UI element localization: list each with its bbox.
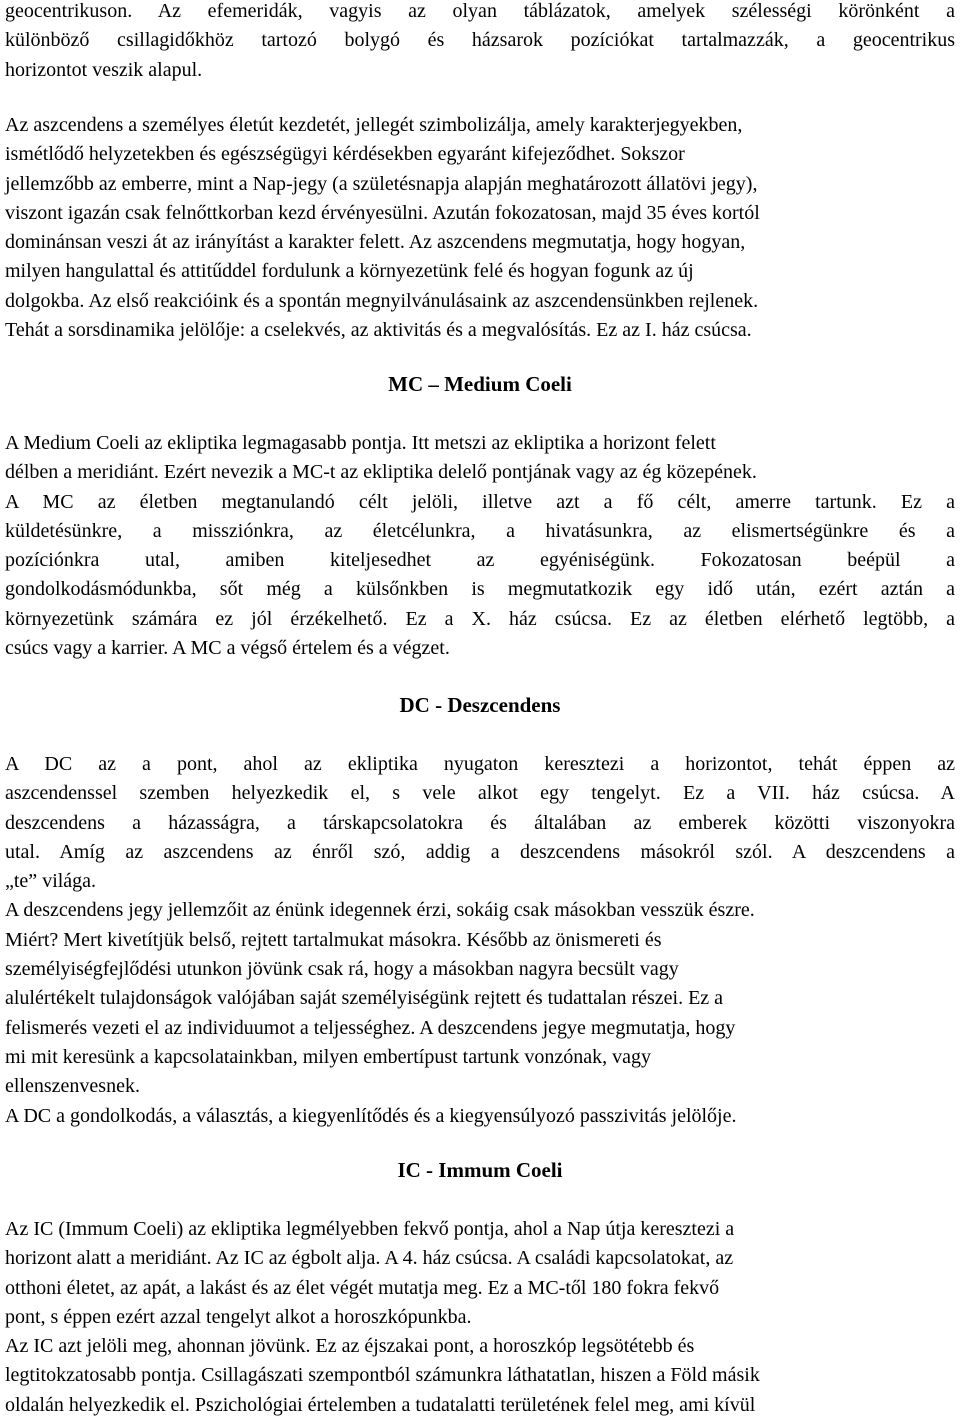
paragraph-line: legtitokzatosabb pontja. Csillagászati szempontból számunkra láthatatlan, hiszen a Föld másik bbox=[5, 1364, 760, 1387]
section-heading-dc: DC - Deszcendens bbox=[399, 693, 561, 717]
paragraph-line: személyiségfejlődési utunkon jövünk csak rá, hogy a másokban nagyra becsült vagy bbox=[5, 958, 679, 981]
paragraph-line: Az IC azt jelöli meg, ahonnan jövünk. Ez az éjszakai pont, a horoszkóp legsötétebb és bbox=[5, 1335, 695, 1358]
paragraph-line: viszont igazán csak felnőttkorban kezd érvényesülni. Azután fokozatosan, majd 35 éves kortól bbox=[5, 201, 760, 224]
paragraph-line: Az aszcendens a személyes életút kezdetét, jellegét szimbolizálja, amely karakterjegyekben, bbox=[5, 114, 743, 136]
ascendens-paragraph bbox=[5, 111, 955, 345]
paragraph-line: küldetésünkre, a missziónkra, az életcélunkra, a hivatásunkra, az elismertségünkre és a bbox=[5, 519, 955, 542]
paragraph-line: A DC az a pont, ahol az ekliptika nyugaton keresztezi a horizontot, tehát éppen az bbox=[5, 753, 955, 775]
paragraph-line: utal. Amíg az aszcendens az énről szó, addig a deszcendens másokról szól. A deszcendens a bbox=[5, 840, 955, 863]
paragraph-line: horizontot veszik alapul. bbox=[5, 58, 203, 81]
paragraph-line: geocentrikuson. Az efemeridák, vagyis az olyan táblázatok, amelyek szélességi körönként a bbox=[5, 0, 955, 22]
paragraph-line: alulértékelt tulajdonságok valójában saját személyiségünk rejtett és tudattalan részei. Ez a bbox=[5, 987, 724, 1010]
paragraph-line: különböző csillagidőkhöz tartozó bolygó és házsarok pozíciókat tartalmazzák, a geocentrikus bbox=[5, 29, 955, 52]
intro-paragraph bbox=[5, 0, 955, 85]
paragraph-line: A DC a gondolkodás, a választás, a kiegyenlítődés és a kiegyensúlyozó passzivitás jelölője. bbox=[5, 1104, 737, 1127]
paragraph-line: oldalán helyezkedik el. Pszichológiai értelemben a tudatalatti területének felel meg, ami kívül bbox=[5, 1393, 756, 1416]
paragraph-line: pozíciónkra utal, amiben kiteljesedhet az egyéniségünk. Fokozatosan beépül a bbox=[5, 549, 955, 572]
paragraph-line: délben a meridiánt. Ezért nevezik a MC-t az ekliptika delelő pontjának vagy az ég közepének. bbox=[5, 461, 757, 484]
paragraph-line: Tehát a sorsdinamika jelölője: a cselekvés, az aktivitás és a megvalósítás. Ez az I. ház csúcsa. bbox=[5, 319, 752, 342]
paragraph-line: ellenszenvesnek. bbox=[5, 1075, 140, 1098]
ic-paragraph bbox=[5, 1215, 955, 1416]
paragraph-line: milyen hangulattal és attitűddel fordulunk a környezetünk felé és hogyan fogunk az új bbox=[5, 260, 694, 283]
paragraph-line: dominánsan veszi át az irányítást a karakter felett. Az aszcendens megmutatja, hogy hogyan, bbox=[5, 231, 746, 254]
paragraph-line: A deszcendens jegy jellemzőit az énünk idegennek érzi, sokáig csak másokban vesszük észre. bbox=[5, 899, 755, 922]
paragraph-line: jellemzőbb az emberre, mint a Nap-jegy (a születésnapja alapján meghatározott állatövi jegy), bbox=[5, 172, 758, 195]
paragraph-line: dolgokba. Az első reakcióink és a spontán megnyilvánulásaink az aszcendensünkben rejlenek. bbox=[5, 289, 759, 312]
paragraph-line: mi mit keresünk a kapcsolatainkban, milyen embertípust tartunk vonzónak, vagy bbox=[5, 1045, 651, 1068]
paragraph-line: A Medium Coeli az ekliptika legmagasabb pontja. Itt metszi az ekliptika a horizont felett bbox=[5, 432, 716, 454]
paragraph-line: felismerés vezeti el az individuumot a teljességhez. A deszcendens jegye megmutatja, hogy bbox=[5, 1016, 736, 1039]
paragraph-line: deszcendens a házasságra, a társkapcsolatokra és általában az emberek közötti viszonyokra bbox=[5, 811, 955, 834]
section-heading-mc: MC – Medium Coeli bbox=[388, 372, 572, 396]
paragraph-line: „te” világa. bbox=[5, 870, 97, 893]
paragraph-line: aszcendenssel szemben helyezkedik el, s vele alkot egy tengelyt. Ez a VII. ház csúcsa. A bbox=[5, 782, 955, 805]
paragraph-line: gondolkodásmódunkba, sőt még a külsőnkben is megmutatkozik egy idő után, ezért aztán a bbox=[5, 578, 955, 601]
section-heading-ic: IC - Immum Coeli bbox=[397, 1158, 563, 1182]
dc-paragraph bbox=[5, 750, 955, 1131]
paragraph-line: környezetünk számára ez jól érzékelhető. Ez a X. ház csúcsa. Ez az életben elérhető legtöbb, a bbox=[5, 607, 955, 630]
paragraph-line: ismétlődő helyzetekben és egészségügyi kérdésekben egyaránt kifejeződhet. Sokszor bbox=[5, 143, 685, 166]
paragraph-line: otthoni életet, az apát, a lakást és az élet végét mutatja meg. Ez a MC-től 180 fokra fekvő bbox=[5, 1276, 720, 1299]
paragraph-line: A MC az életben megtanulandó célt jelöli, illetve azt a fő célt, amerre tartunk. Ez a bbox=[5, 490, 955, 513]
mc-paragraph bbox=[5, 429, 955, 663]
paragraph-line: horizont alatt a meridiánt. Az IC az égbolt alja. A 4. ház csúcsa. A családi kapcsolatokat, az bbox=[5, 1247, 734, 1270]
paragraph-line: pont, s éppen ezért azzal tengelyt alkot a horoszkópunkba. bbox=[5, 1305, 472, 1328]
paragraph-line: csúcs vagy a karrier. A MC a végső értelem és a végzet. bbox=[5, 637, 450, 660]
paragraph-line: Az IC (Immum Coeli) az ekliptika legmélyebben fekvő pontja, ahol a Nap útja keresztezi a bbox=[5, 1218, 735, 1240]
paragraph-line: Miért? Mert kivetítjük belső, rejtett tartalmukat másokra. Később az önismereti és bbox=[5, 928, 662, 951]
